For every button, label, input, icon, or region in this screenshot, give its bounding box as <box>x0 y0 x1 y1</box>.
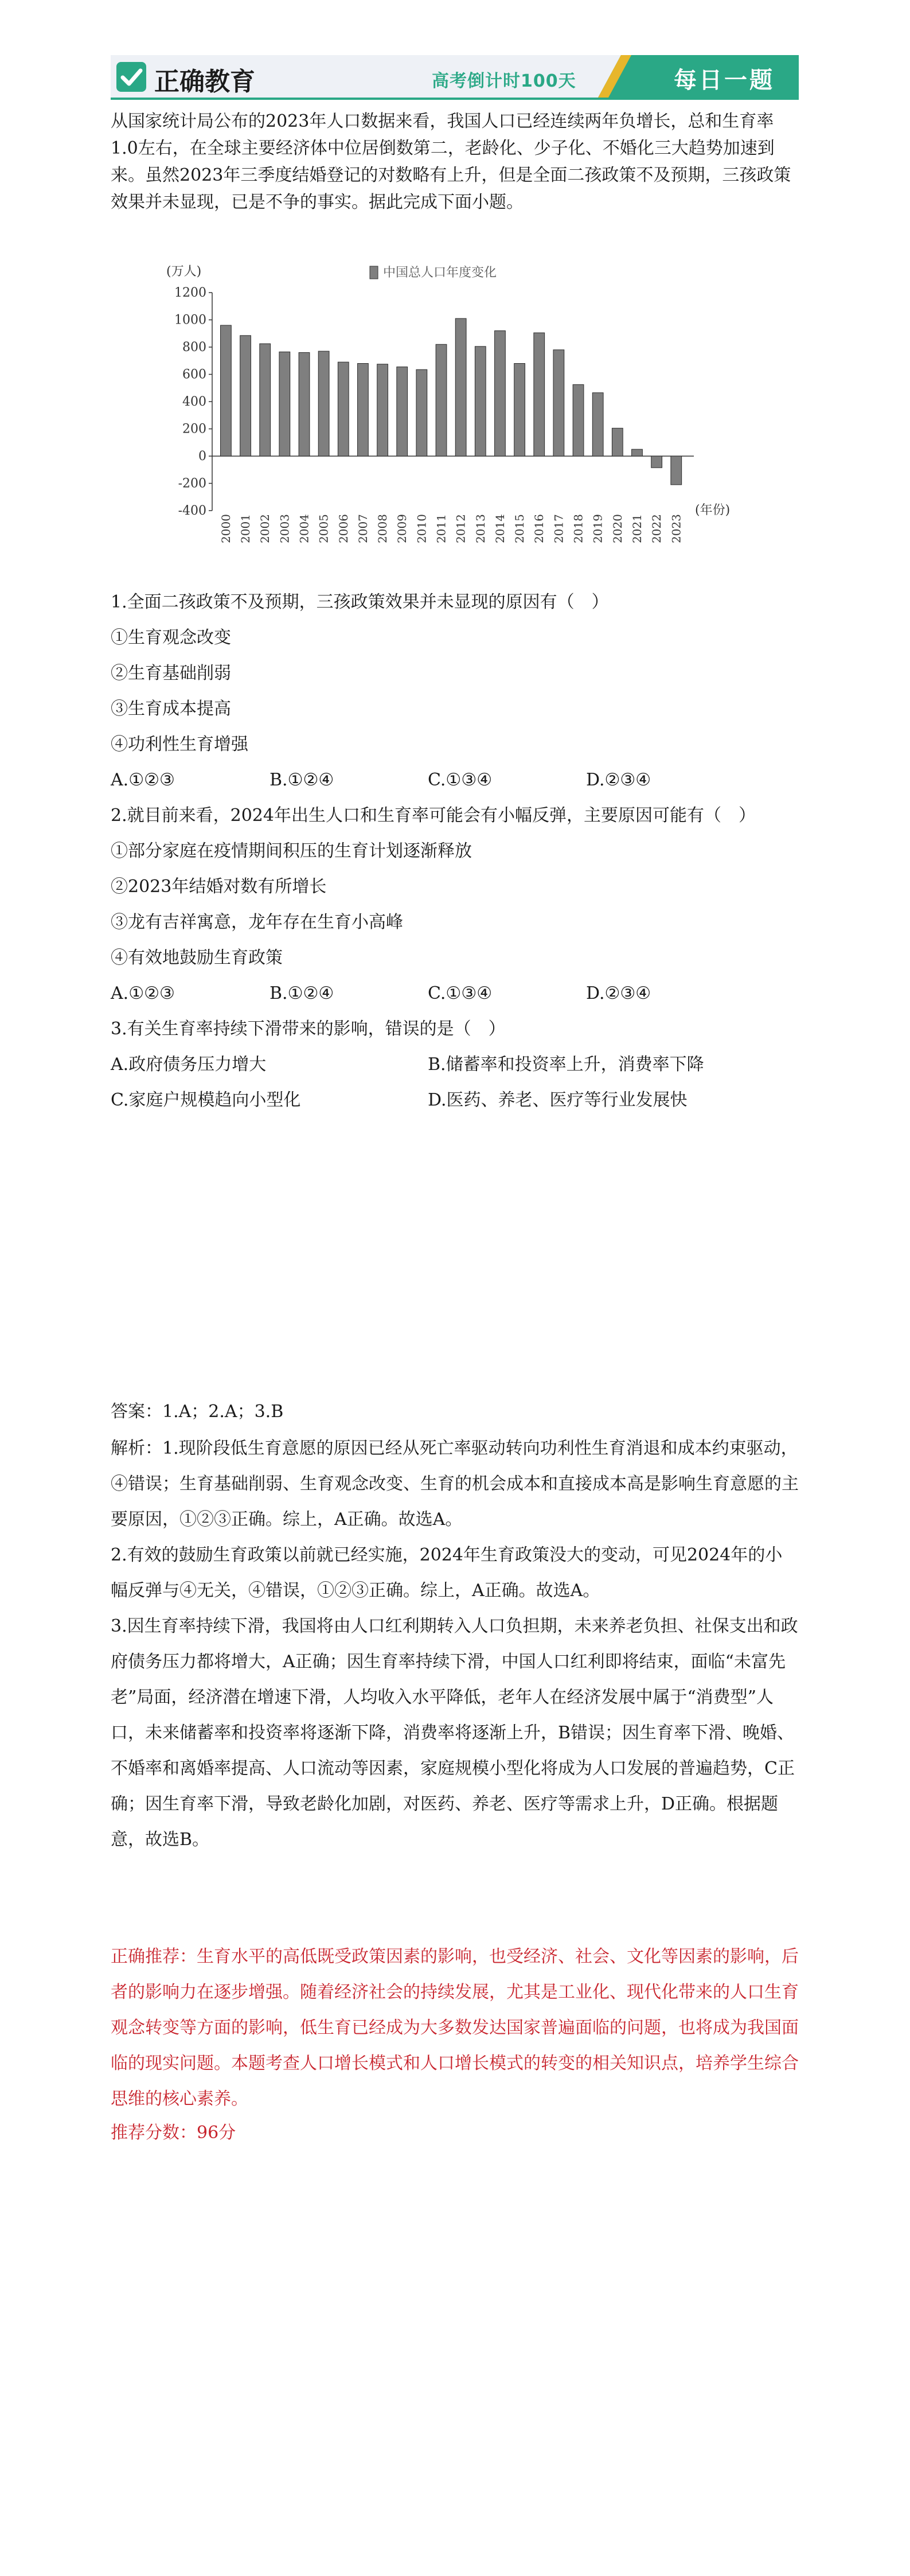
y-tick-label: 400 <box>182 395 206 409</box>
q1-item-3: ③生育成本提高 <box>111 699 231 719</box>
bar <box>416 369 427 456</box>
brand-name: 正确教育 <box>154 67 255 96</box>
x-tick-label: 2017 <box>552 514 566 543</box>
x-tick-label: 2013 <box>473 514 487 543</box>
bar <box>260 344 271 456</box>
q2-option-a: A.①②③ <box>111 983 175 1003</box>
bar <box>651 456 662 468</box>
header-slogan: 高考倒计时100天 <box>432 71 576 91</box>
q2-item-4: ④有效地鼓励生育政策 <box>111 948 283 968</box>
q1-option-a: A.①②③ <box>111 770 175 790</box>
bar <box>671 456 682 485</box>
x-tick-label: 2004 <box>297 514 311 543</box>
bar <box>553 350 564 456</box>
x-axis-label: (年份) <box>695 503 731 517</box>
y-tick-label: 200 <box>182 422 206 437</box>
q3-option-c: C.家庭户规模趋向小型化 <box>111 1090 301 1110</box>
x-tick-label: 2002 <box>258 514 272 543</box>
q1-item-4: ④功利性生育增强 <box>111 734 248 754</box>
bar <box>573 384 584 456</box>
bar <box>299 353 310 457</box>
bar <box>534 333 545 456</box>
x-tick-label: 2001 <box>239 514 253 543</box>
q3-stem: 3.有关生育率持续下滑带来的影响，错误的是（ ） <box>111 1019 506 1039</box>
x-tick-label: 2000 <box>218 514 233 543</box>
q2-option-d: D.②③④ <box>586 983 651 1003</box>
q2-stem: 2.就目前来看，2024年出生人口和生育率可能会有小幅反弹，主要原因可能有（ ） <box>111 806 756 826</box>
header-tag: 每日一题 <box>674 67 775 94</box>
bar <box>612 428 623 456</box>
q1-option-d: D.②③④ <box>586 770 651 790</box>
bar <box>279 352 290 456</box>
x-tick-label: 2014 <box>493 514 507 543</box>
header-banner <box>111 55 799 100</box>
x-tick-label: 2020 <box>610 514 624 543</box>
bar <box>221 325 232 456</box>
y-tick-label: 600 <box>182 367 206 382</box>
q1-option-c: C.①③④ <box>428 770 493 790</box>
q1-item-2: ②生育基础削弱 <box>111 663 231 683</box>
recommendation-paragraph: 正确推荐：生育水平的高低既受政策因素的影响，也受经济、社会、文化等因素的影响，后者的影响力在逐步增强。随着经济社会的持续发展，尤其是工业化、现代化带来的人口生育观念转变等方面的影响，低生育已经成为大多数发达国家普遍面临的问题，也将成为我国面临的现实问题。本题考查人口增长模式和人口增长模式的转变的相关知识点，培养学生综合思维的核心素养。 <box>111 1947 799 2109</box>
q2-item-2: ②2023年结婚对数有所增长 <box>111 877 327 897</box>
x-tick-label: 2011 <box>434 514 448 543</box>
y-tick-label: 0 <box>198 449 206 464</box>
x-tick-label: 2016 <box>532 514 546 543</box>
bar <box>358 364 369 457</box>
bar <box>338 362 349 456</box>
bar <box>455 318 466 456</box>
answer-line: 答案：1.A；2.A；3.B <box>111 1402 284 1422</box>
q2-option-b: B.①②④ <box>270 983 334 1003</box>
bar <box>318 351 329 456</box>
y-axis-label: (万人) <box>166 264 202 279</box>
analysis-paragraph-1: 解析：1.现阶段低生育意愿的原因已经从死亡率驱动转向功利性生育消退和成本约束驱动，④错误；生育基础削弱、生育观念改变、生育的机会成本和直接成本高是影响生育意愿的主要原因，①②③正确。综上，A正确。故选A。 <box>111 1438 799 1530</box>
x-tick-label: 2005 <box>317 514 331 543</box>
x-tick-label: 2018 <box>571 514 585 543</box>
y-tick-label: -200 <box>178 476 206 491</box>
bar <box>240 336 251 456</box>
y-tick-label: 1200 <box>174 286 206 300</box>
x-tick-label: 2006 <box>336 514 350 543</box>
q2-item-3: ③龙有吉祥寓意，龙年存在生育小高峰 <box>111 912 403 932</box>
bar <box>475 347 486 456</box>
q3-option-a: A.政府债务压力增大 <box>111 1054 267 1075</box>
x-tick-label: 2019 <box>591 514 605 543</box>
bar <box>397 367 408 456</box>
bar <box>377 364 388 456</box>
recommend-score: 推荐分数：96分 <box>111 2123 236 2143</box>
y-tick-label: 1000 <box>174 313 206 328</box>
checkmark-icon <box>116 62 146 92</box>
analysis-paragraph-3: 3.因生育率持续下滑，我国将由人口红利期转入人口负担期，未来养老负担、社保支出和政府债务压力都将增大，A正确；因生育率持续下滑，中国人口红利即将结束，面临“未富先老”局面，经济潜在增速下滑，人均收入水平降低，老年人在经济发展中属于“消费型”人口，未来储蓄率和投资率将逐渐下降，消费率将逐渐上升，B错误；因生育率下滑、晚婚、不婚率和离婚率提高、人口流动等因素，家庭规模小型化将成为人口发展的普遍趋势，C正确；因生育率下滑，导致老龄化加剧，对医药、养老、医疗等需求上升，D正确。根据题意，故选B。 <box>111 1616 798 1850</box>
x-tick-label: 2012 <box>454 514 468 543</box>
q2-item-1: ①部分家庭在疫情期间积压的生育计划逐渐释放 <box>111 841 472 861</box>
bar <box>436 344 447 456</box>
x-tick-label: 2003 <box>278 514 292 543</box>
x-tick-label: 2007 <box>356 514 370 543</box>
bar <box>632 449 643 456</box>
q1-item-1: ①生育观念改变 <box>111 628 231 648</box>
x-tick-label: 2021 <box>630 514 644 543</box>
x-tick-label: 2015 <box>513 514 527 543</box>
bar <box>514 364 525 457</box>
q3-option-d: D.医药、养老、医疗等行业发展快 <box>428 1090 688 1110</box>
q1-stem: 1.全面二孩政策不及预期，三孩政策效果并未显现的原因有（ ） <box>111 592 609 612</box>
x-tick-label: 2010 <box>415 514 429 543</box>
population-bar-chart <box>149 258 731 579</box>
legend-label: 中国总人口年度变化 <box>383 266 497 280</box>
q1-option-b: B.①②④ <box>270 770 334 790</box>
x-tick-label: 2008 <box>376 514 390 543</box>
legend-swatch <box>370 266 378 279</box>
analysis-paragraph-2: 2.有效的鼓励生育政策以前就已经实施，2024年生育政策没大的变动，可见2024年的小幅反弹与④无关，④错误，①②③正确。综上，A正确。故选A。 <box>111 1545 783 1601</box>
y-tick-label: -400 <box>178 504 206 518</box>
x-tick-label: 2023 <box>669 514 684 543</box>
bar <box>495 331 506 457</box>
x-tick-label: 2009 <box>395 514 409 543</box>
y-tick-label: 800 <box>182 340 206 355</box>
intro-passage: 从国家统计局公布的2023年人口数据来看，我国人口已经连续两年负增长，总和生育率1.0左右，在全球主要经济体中位居倒数第二，老龄化、少子化、不婚化三大趋势加速到来。虽然2023年三季度结婚登记的对数略有上升，但是全面二孩政策不及预期，三孩政策效果并未显现，已是不争的事实。据此完成下面小题。 <box>111 111 791 212</box>
x-tick-label: 2022 <box>650 514 664 543</box>
q2-option-c: C.①③④ <box>428 983 493 1003</box>
bar <box>592 393 603 456</box>
q3-option-b: B.储蓄率和投资率上升，消费率下降 <box>428 1054 704 1075</box>
